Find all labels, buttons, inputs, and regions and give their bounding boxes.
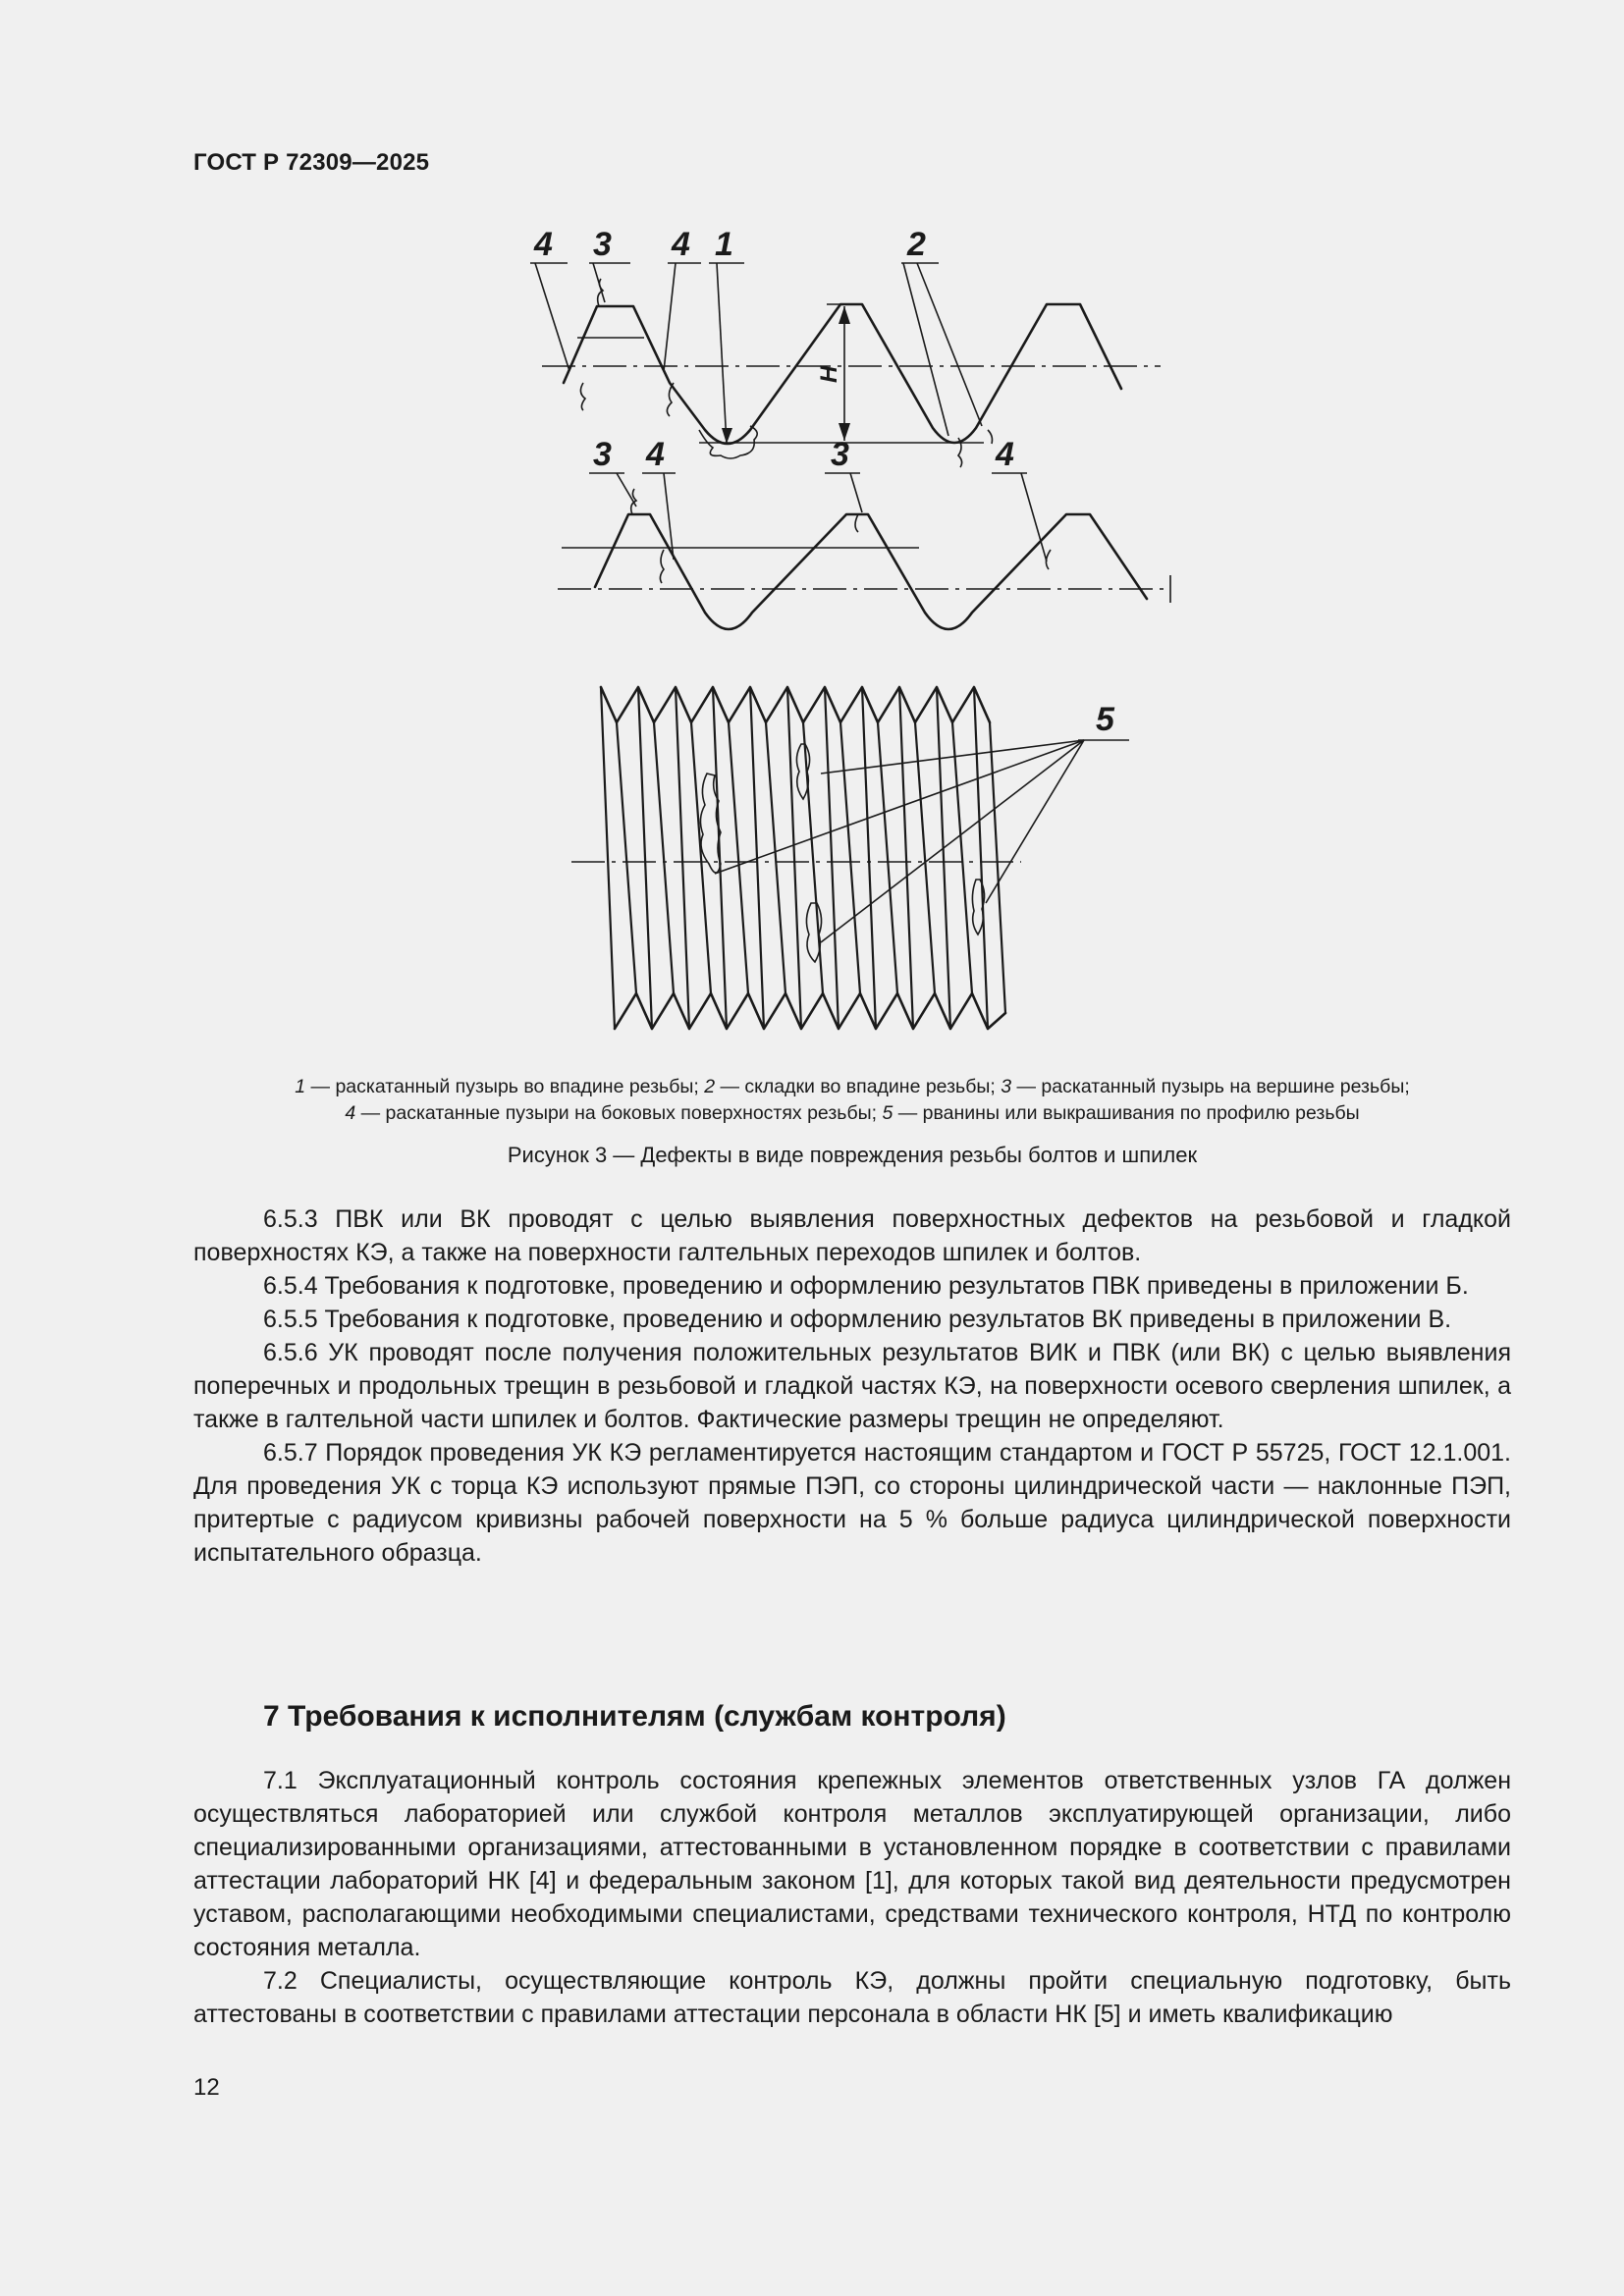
thread-defects-figure (0, 216, 1624, 1041)
legend-line-2 (193, 1100, 1511, 1127)
paragraph-7-2: 7.2 Специалисты, осуществляющие контроль КЭ, должны пройти специальную подготовку, быть аттестованы в соответствии с правилами аттестации персонала в области НК [5] и иметь квалификацию (193, 1967, 1511, 2028)
legend-text-1: — раскатанный пузырь во впадине резьбы; (305, 1076, 705, 1097)
figure-legend (193, 1074, 1511, 1127)
paragraph-6-5-5: 6.5.5 Требования к подготовке, проведению и оформлению результатов ВК приведены в приложении В. (263, 1306, 1452, 1333)
section-7-paragraphs (193, 1764, 1511, 2031)
callout-top-5: 2 (907, 226, 926, 263)
callout-mid-4: 4 (996, 436, 1014, 473)
legend-text-2: — складки во впадине резьбы; (715, 1076, 1001, 1097)
paragraph-6-5-7: 6.5.7 Порядок проведения УК КЭ регламентируется настоящим стандартом и ГОСТ Р 55725, ГОСТ 12.1.001. Для проведения УК с торца КЭ используют прямые ПЭП, со стороны цилиндрической части — наклонные ПЭП, притертые с радиусом кривизны рабочей поверхности на 5 % больше радиуса цилиндрической поверхности испытательного образца. (193, 1439, 1511, 1567)
callout-top-4: 1 (715, 226, 733, 263)
section-7-heading: 7 Требования к исполнителям (службам контроля) (263, 1700, 1006, 1733)
callout-top-2: 3 (593, 226, 612, 263)
document-number: ГОСТ Р 72309—2025 (193, 149, 430, 176)
callout-mid-3: 3 (831, 436, 849, 473)
top-thread-profile (530, 226, 1161, 467)
legend-num-2: 2 (704, 1076, 716, 1097)
legend-num-4: 4 (345, 1102, 356, 1124)
legend-text-5: — рванины или выкрашивания по профилю резьбы (893, 1102, 1360, 1124)
legend-text-4: — раскатанные пузыри на боковых поверхностях резьбы; (355, 1102, 883, 1124)
thread-side-view (571, 687, 1129, 1029)
legend-num-3: 3 (1001, 1076, 1012, 1097)
figure-caption: Рисунок 3 — Дефекты в виде повреждения резьбы болтов и шпилек (507, 1143, 1198, 1167)
height-h-label: H (816, 365, 842, 383)
legend-line-1 (193, 1074, 1511, 1100)
callout-mid-2: 4 (646, 436, 665, 473)
legend-num-5: 5 (882, 1102, 893, 1124)
legend-text-3: — раскатанный пузырь на вершине резьбы; (1011, 1076, 1410, 1097)
callout-top-1: 4 (534, 226, 553, 263)
middle-thread-profile (558, 436, 1170, 629)
page-number: 12 (193, 2074, 220, 2101)
paragraph-6-5-3: 6.5.3 ПВК или ВК проводят с целью выявления поверхностных дефектов на резьбовой и гладкой поверхностях КЭ, а также на поверхности галтельных переходов шпилек и болтов. (193, 1205, 1511, 1266)
callout-mid-1: 3 (593, 436, 612, 473)
section-6-5-paragraphs (193, 1202, 1511, 1570)
paragraph-6-5-6: 6.5.6 УК проводят после получения положительных результатов ВИК и ПВК (или ВК) с целью выявления поперечных и продольных трещин в резьбовой и гладкой частях КЭ, на поверхности осевого сверления шпилек, а также в галтельной части шпилек и болтов. Фактические размеры трещин не определяют. (193, 1339, 1511, 1433)
paragraph-6-5-4: 6.5.4 Требования к подготовке, проведению и оформлению результатов ПВК приведены в приложении Б. (263, 1272, 1469, 1300)
callout-bottom-5: 5 (1096, 701, 1114, 738)
paragraph-7-1: 7.1 Эксплуатационный контроль состояния крепежных элементов ответственных узлов ГА должен осуществляться лабораторией или службой контроля металлов эксплуатирующей организации, либо специализированными организациями, аттестованными в установленном порядке в соответствии с правилами аттестации лабораторий НК [4] и федеральным законом [1], для которых такой вид деятельности предусмотрен уставом, располагающими необходимыми специалистами, средствами технического контроля, НТД по контролю состояния металла. (193, 1767, 1511, 1961)
thread-defects-drawing (0, 216, 1624, 1041)
callout-top-3: 4 (672, 226, 690, 263)
legend-num-1: 1 (295, 1076, 306, 1097)
